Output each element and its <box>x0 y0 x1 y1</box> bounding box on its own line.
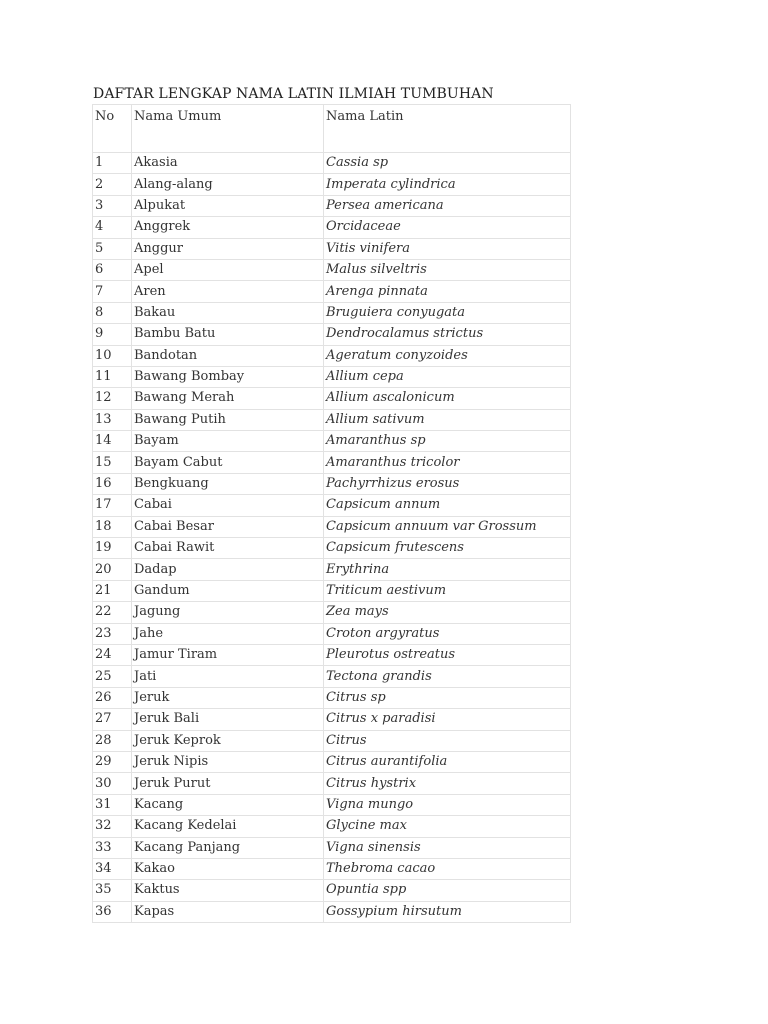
latin-name-cell: Erythrina <box>324 559 571 580</box>
latin-name-cell: Citrus <box>324 730 571 751</box>
latin-name-cell: Citrus sp <box>324 687 571 708</box>
table-row <box>93 431 571 452</box>
table-row <box>93 495 571 516</box>
table-body <box>93 153 571 923</box>
table-row <box>93 858 571 879</box>
row-number: 32 <box>93 816 132 837</box>
latin-name-cell: Allium sativum <box>324 409 571 430</box>
row-number: 9 <box>93 324 132 345</box>
table-row <box>93 666 571 687</box>
row-number: 22 <box>93 602 132 623</box>
latin-name-cell: Orcidaceae <box>324 217 571 238</box>
common-name-cell: Kakao <box>132 858 324 879</box>
table-row <box>93 366 571 387</box>
table-row <box>93 281 571 302</box>
common-name-cell: Jeruk Keprok <box>132 730 324 751</box>
latin-name-cell: Arenga pinnata <box>324 281 571 302</box>
common-name-cell: Anggrek <box>132 217 324 238</box>
table-row <box>93 409 571 430</box>
latin-name-cell: Triticum aestivum <box>324 580 571 601</box>
common-name-cell: Jeruk Nipis <box>132 751 324 772</box>
common-name-cell: Bawang Merah <box>132 388 324 409</box>
common-name-cell: Jeruk Bali <box>132 709 324 730</box>
row-number: 12 <box>93 388 132 409</box>
latin-name-cell: Bruguiera conyugata <box>324 302 571 323</box>
row-number: 23 <box>93 623 132 644</box>
latin-name-cell: Dendrocalamus strictus <box>324 324 571 345</box>
common-name-cell: Bambu Batu <box>132 324 324 345</box>
common-name-cell: Jeruk <box>132 687 324 708</box>
row-number: 21 <box>93 580 132 601</box>
latin-name-cell: Capsicum annum <box>324 495 571 516</box>
latin-name-cell: Amaranthus tricolor <box>324 452 571 473</box>
common-name-cell: Kacang <box>132 794 324 815</box>
latin-name-cell: Pachyrrhizus erosus <box>324 473 571 494</box>
row-number: 16 <box>93 473 132 494</box>
row-number: 29 <box>93 751 132 772</box>
row-number: 15 <box>93 452 132 473</box>
row-number: 6 <box>93 259 132 280</box>
latin-name-cell: Thebroma cacao <box>324 858 571 879</box>
table-row <box>93 217 571 238</box>
row-number: 25 <box>93 666 132 687</box>
row-number: 8 <box>93 302 132 323</box>
common-name-cell: Aren <box>132 281 324 302</box>
common-name-cell: Alang-alang <box>132 174 324 195</box>
row-number: 24 <box>93 644 132 665</box>
latin-name-cell: Pleurotus ostreatus <box>324 644 571 665</box>
row-number: 18 <box>93 516 132 537</box>
row-number: 4 <box>93 217 132 238</box>
common-name-cell: Bawang Putih <box>132 409 324 430</box>
table-row <box>93 901 571 922</box>
column-header-common-name: Nama Umum <box>132 105 324 153</box>
table-row <box>93 259 571 280</box>
table-row <box>93 751 571 772</box>
latin-name-cell: Vigna sinensis <box>324 837 571 858</box>
common-name-cell: Kacang Kedelai <box>132 816 324 837</box>
table-row <box>93 730 571 751</box>
document-title: DAFTAR LENGKAP NAMA LATIN ILMIAH TUMBUHAN <box>93 86 494 102</box>
table-row <box>93 324 571 345</box>
common-name-cell: Jamur Tiram <box>132 644 324 665</box>
common-name-cell: Bayam Cabut <box>132 452 324 473</box>
row-number: 33 <box>93 837 132 858</box>
table-row <box>93 388 571 409</box>
common-name-cell: Dadap <box>132 559 324 580</box>
row-number: 2 <box>93 174 132 195</box>
table-row <box>93 473 571 494</box>
row-number: 17 <box>93 495 132 516</box>
table-row <box>93 644 571 665</box>
common-name-cell: Akasia <box>132 153 324 174</box>
table-row <box>93 195 571 216</box>
row-number: 26 <box>93 687 132 708</box>
common-name-cell: Bayam <box>132 431 324 452</box>
table-row <box>93 153 571 174</box>
table-row <box>93 794 571 815</box>
column-header-latin-name: Nama Latin <box>324 105 571 153</box>
latin-name-cell: Zea mays <box>324 602 571 623</box>
common-name-cell: Bakau <box>132 302 324 323</box>
common-name-cell: Jati <box>132 666 324 687</box>
latin-name-cell: Citrus hystrix <box>324 773 571 794</box>
common-name-cell: Bandotan <box>132 345 324 366</box>
table-row <box>93 452 571 473</box>
latin-name-cell: Malus silveltris <box>324 259 571 280</box>
latin-name-cell: Gossypium hirsutum <box>324 901 571 922</box>
row-number: 10 <box>93 345 132 366</box>
row-number: 35 <box>93 880 132 901</box>
latin-name-cell: Opuntia spp <box>324 880 571 901</box>
common-name-cell: Bawang Bombay <box>132 366 324 387</box>
latin-name-cell: Citrus aurantifolia <box>324 751 571 772</box>
plant-names-table <box>92 104 571 923</box>
table-row <box>93 580 571 601</box>
table-row <box>93 837 571 858</box>
row-number: 1 <box>93 153 132 174</box>
row-number: 31 <box>93 794 132 815</box>
row-number: 27 <box>93 709 132 730</box>
table-row <box>93 345 571 366</box>
latin-name-cell: Croton argyratus <box>324 623 571 644</box>
common-name-cell: Cabai Besar <box>132 516 324 537</box>
latin-name-cell: Imperata cylindrica <box>324 174 571 195</box>
table-row <box>93 516 571 537</box>
common-name-cell: Anggur <box>132 238 324 259</box>
table-row <box>93 602 571 623</box>
row-number: 36 <box>93 901 132 922</box>
table-row <box>93 709 571 730</box>
common-name-cell: Bengkuang <box>132 473 324 494</box>
latin-name-cell: Glycine max <box>324 816 571 837</box>
common-name-cell: Cabai <box>132 495 324 516</box>
row-number: 3 <box>93 195 132 216</box>
table-row <box>93 302 571 323</box>
common-name-cell: Jeruk Purut <box>132 773 324 794</box>
table-header-row <box>93 105 571 153</box>
table-row <box>93 559 571 580</box>
row-number: 13 <box>93 409 132 430</box>
common-name-cell: Cabai Rawit <box>132 538 324 559</box>
table-row <box>93 174 571 195</box>
row-number: 28 <box>93 730 132 751</box>
row-number: 7 <box>93 281 132 302</box>
common-name-cell: Gandum <box>132 580 324 601</box>
latin-name-cell: Capsicum frutescens <box>324 538 571 559</box>
table-row <box>93 773 571 794</box>
latin-name-cell: Allium cepa <box>324 366 571 387</box>
latin-name-cell: Tectona grandis <box>324 666 571 687</box>
latin-name-cell: Vigna mungo <box>324 794 571 815</box>
latin-name-cell: Citrus x paradisi <box>324 709 571 730</box>
row-number: 30 <box>93 773 132 794</box>
common-name-cell: Jagung <box>132 602 324 623</box>
table-row <box>93 880 571 901</box>
row-number: 11 <box>93 366 132 387</box>
latin-name-cell: Ageratum conyzoides <box>324 345 571 366</box>
latin-name-cell: Vitis vinifera <box>324 238 571 259</box>
common-name-cell: Apel <box>132 259 324 280</box>
latin-name-cell: Amaranthus sp <box>324 431 571 452</box>
common-name-cell: Alpukat <box>132 195 324 216</box>
table-row <box>93 538 571 559</box>
column-header-no: No <box>93 105 132 153</box>
common-name-cell: Kaktus <box>132 880 324 901</box>
table-row <box>93 687 571 708</box>
common-name-cell: Kacang Panjang <box>132 837 324 858</box>
common-name-cell: Jahe <box>132 623 324 644</box>
row-number: 19 <box>93 538 132 559</box>
row-number: 20 <box>93 559 132 580</box>
table-row <box>93 238 571 259</box>
row-number: 5 <box>93 238 132 259</box>
common-name-cell: Kapas <box>132 901 324 922</box>
table-row <box>93 623 571 644</box>
latin-name-cell: Allium ascalonicum <box>324 388 571 409</box>
latin-name-cell: Capsicum annuum var Grossum <box>324 516 571 537</box>
table-row <box>93 816 571 837</box>
latin-name-cell: Persea americana <box>324 195 571 216</box>
row-number: 14 <box>93 431 132 452</box>
row-number: 34 <box>93 858 132 879</box>
latin-name-cell: Cassia sp <box>324 153 571 174</box>
